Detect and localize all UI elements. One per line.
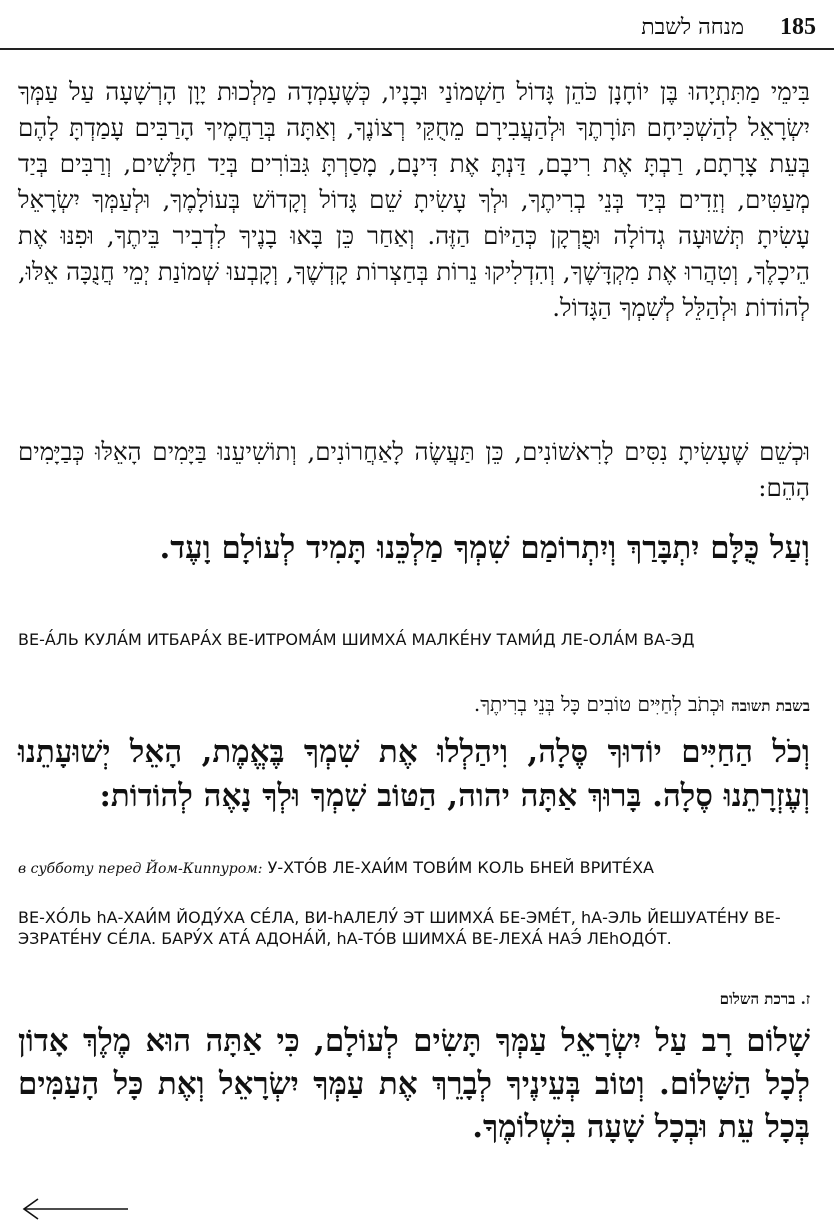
shabbat-shuva-label: בשבת תשובה — [731, 697, 810, 715]
veal-kulam-hebrew: וְעַל כֻּלָּם יִתְבָּרַךְ וְיִתְרוֹמַם שִׁמְךָ מַלְכֵּנוּ תָּמִיד לְעוֹלָם וָעֶד. — [159, 530, 810, 566]
shalom-heading: ז. ברכת השלום — [719, 990, 810, 1008]
page-header — [0, 0, 834, 50]
al-hanisim-closing: וּכְשֵׁם שֶׁעָשִׂיתָ נִסִּים לָרִאשׁוֹנִים, כֵּן תַּעֲשֶׂה לָאַחֲרוֹנִים, וְתוֹשִׁיעֵנוּ בַּיָּמִים הָאֵלּוּ כְּבַיָּמִים הָהֵם: — [18, 437, 810, 502]
vechol-hachaim-hebrew: וְכֹל הַחַיִּים יוֹדוּךָ סֶּלָה, וִיהַלְלוּ אֶת שִׁמְךָ בֶּאֱמֶת, הָאֵל יְשׁוּעָתֵנוּ וְעֶזְרָתֵנוּ סֶלָה. בָּרוּךְ אַתָּה יהוה, הַטּוֹב שִׁמְךָ וּלְךָ נָאֶה לְהוֹדוֹת: — [18, 734, 810, 814]
veal-kulam-transliteration: ВЕ-А́ЛЬ КУЛА́М ИТБАРА́Х ВЕ-ИТРОМА́М ШИМХА́ МАЛКЕ́НУ ТАМИ́Д ЛЕ-ОЛА́М ВА-ЭД — [18, 630, 695, 649]
shabbat-shuva-ru-label: в субботу перед Йом-Киппуром: — [18, 861, 263, 877]
running-title: מנחה לשבת — [641, 15, 744, 40]
shabbat-shuva-ru-text: У-ХТО́В ЛЕ-ХАИ́М ТОВИ́М КОЛЬ БНЕЙ ВРИТЕ́ХА — [267, 858, 654, 877]
left-arrow-icon — [20, 1196, 130, 1222]
shabbat-shuva-text: וּכְתֹב לְחַיִּים טוֹבִים כָּל בְּנֵי בְרִיתֶךָ. — [473, 692, 725, 716]
vechol-hachaim-transliteration: ВЕ-ХО́ЛЬ hА-ХАИ́М ЙОДУ́ХА СЕ́ЛА, ВИ-hАЛЕЛУ́ ЭТ ШИМХА́ БЕ-ЭМЕ́Т, hА-ЭЛЬ ЙЕШУАТЕ́НУ ВЕ-ЭЗРАТЕ́НУ СЕ́ЛА. БАРУ́Х АТА́ АДОНА́Й, hА-ТО́В ШИМХА́ ВЕ-ЛЕХА́ НАЭ́ ЛЕhОДО́Т. — [18, 908, 781, 948]
al-hanisim-paragraph: בִּימֵי מַתִּתְיָהוּ בֶּן יוֹחָנָן כֹּהֵן גָּדוֹל חַשְׁמוֹנַי וּבָנָיו, כְּשֶׁעָמְדָה מַלְכוּת יָוָן הָרְשָׁעָה עַל עַמְּךָ יִשְׂרָאֵל לְהַשְׁכִּיחָם תּוֹרָתֶךָ וּלְהַעֲבִירָם מֵחֻקֵּי רְצוֹנֶךָ, וְאַתָּה בְּרַחֲמֶיךָ הָרַבִּים עָמַדְתָּ לָהֶם בְּעֵת צָרָתָם, רַבְתָּ אֶת רִיבָם, דַּנְתָּ אֶת דִּינָם, מָסַרְתָּ גִּבּוֹרִים בְּיַד חַלָּשִׁים, וְרַבִּים בְּיַד מְעַטִּים, וְזֵדִים בְּיַד בְּנֵי בְרִיתֶךָ, וּלְךָ עָשִׂיתָ שֵׁם גָּדוֹל וְקָדוֹשׁ בְּעוֹלָמֶךָ, וּלְעַמְּךָ יִשְׂרָאֵל עָשִׂיתָ תְּשׁוּעָה גְדוֹלָה וּפֻרְקָן כְּהַיּוֹם הַזֶּה. וְאַחַר כֵּן בָּאוּ בָנֶיךָ לִדְבִיר בֵּיתֶךָ, וּפִנּוּ אֶת הֵיכָלֶךָ, וְטִהֲרוּ אֶת מִקְדָּשֶׁךָ, וְהִדְלִיקוּ נֵרוֹת בְּחַצְרוֹת קָדְשֶׁךָ, וְקָבְעוּ שְׁמוֹנַת יְמֵי חֲנֻכָּה אֵלּוּ, לְהוֹדוֹת וּלְהַלֵּל לְשִׁמְךָ הַגָּדוֹל. — [18, 77, 810, 322]
shabbat-shuva-note — [18, 690, 810, 720]
shabbat-shuva-transliteration — [18, 857, 814, 880]
shalom-rav-hebrew: שָׁלוֹם רָב עַל יִשְׂרָאֵל עַמְּךָ תָּשִׂים לְעוֹלָם, כִּי אַתָּה הוּא מֶלֶךְ אָדוֹן לְכָל הַשָּׁלוֹם. וְטוֹב בְּעֵינֶיךָ לְבָרֵךְ אֶת עַמְּךָ יִשְׂרָאֵל וְאֶת כָּל הָעַמִּים בְּכָל עֵת וּבְכָל שָׁעָה בִּשְׁלוֹמֶךָ. — [18, 1023, 810, 1145]
page-number: 185 — [780, 14, 816, 40]
